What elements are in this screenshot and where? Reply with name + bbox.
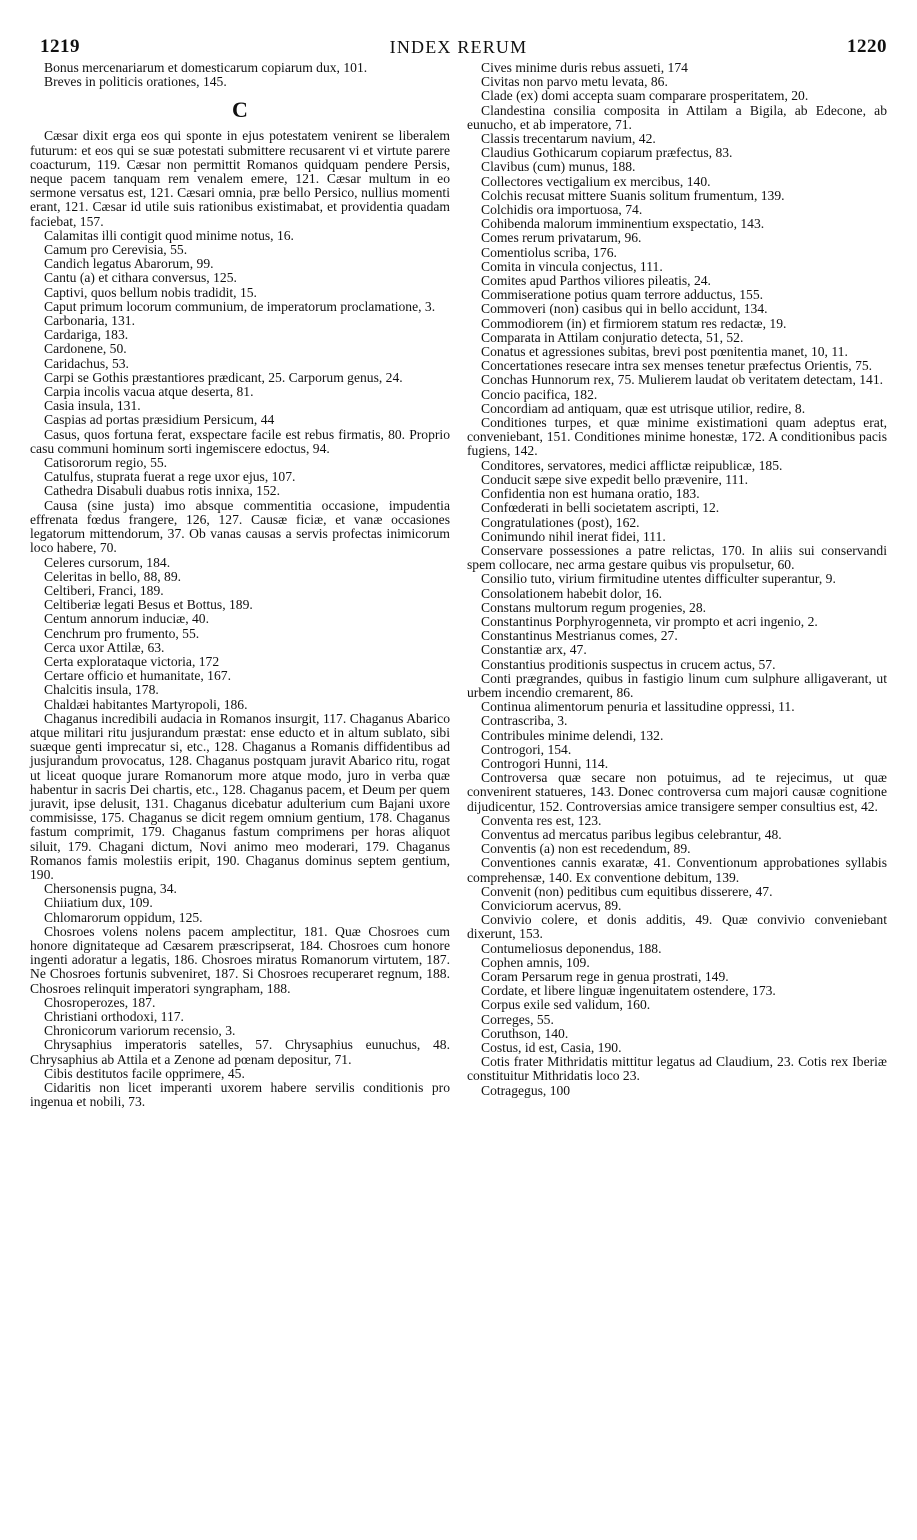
index-entry: Concio pacifica, 182. <box>481 386 598 402</box>
index-entry: Conducit sæpe sive expedit bello prævenire, 111. <box>481 471 749 487</box>
index-entry: Colchis recusat mittere Suanis solitum frumentum, 139. <box>481 187 785 203</box>
index-entry: Cardonene, 50. <box>44 341 127 357</box>
index-entry: Civitas non parvo metu levata, 86. <box>481 74 668 90</box>
index-entry: Conatus et agressiones subitas, brevi post pœnitentia manet, 10, 11. <box>481 344 848 360</box>
index-entry: Comites apud Parthos viliores pileatis, 24. <box>481 273 711 289</box>
index-entry: Consolationem habebit dolor, 16. <box>481 585 663 601</box>
index-entry: Chersonensis pugna, 34. <box>44 881 177 897</box>
index-entry: Constantinus Porphyrogenneta, vir prompto et acri ingenio, 2. <box>481 613 818 629</box>
index-entry: Calamitas illi contigit quod minime notus, 16. <box>44 227 294 243</box>
index-entry: Bonus mercenariarum et domesticarum copiarum dux, 101. <box>44 60 368 75</box>
index-entry: Cenchrum pro frumento, 55. <box>44 625 200 641</box>
index-entry: Carbonaria, 131. <box>44 313 135 329</box>
index-entry: Comparata in Attilam conjuratio detecta, 51, 52. <box>481 329 744 345</box>
index-entry: Cantu (a) et cithara conversus, 125. <box>44 270 237 286</box>
right-page-number: 1220 <box>847 36 887 57</box>
running-head-title: INDEX RERUM <box>389 37 528 57</box>
index-entry: Convivio colere, et donis additis, 49. Quæ convivio conveniebant dixerunt, 153. <box>467 912 887 942</box>
index-entry: Conchas Hunnorum rex, 75. Mulierem laudat ob veritatem detectam, 141. <box>481 372 884 388</box>
index-entry: Convenit (non) peditibus cum equitibus disserere, 47. <box>481 883 773 899</box>
index-entry: Constantius proditionis suspectus in crucem actus, 57. <box>481 656 776 672</box>
index-entry: Carpi se Gothis præstantiores prædicant, 25. Carporum genus, 24. <box>44 369 403 385</box>
index-entry: Conditores, servatores, medici afflictæ reipublicæ, 185. <box>481 457 783 473</box>
index-entry: Cohibenda malorum imminentium exspectatio, 143. <box>481 216 765 232</box>
index-entry: Clavibus (cum) munus, 188. <box>481 159 636 175</box>
index-entry: Catulfus, stuprata fuerat a rege uxor ejus, 107. <box>44 469 296 485</box>
index-entry: Cotragegus, 100 <box>481 1082 571 1098</box>
index-entry: Chalcitis insula, 178. <box>44 682 159 698</box>
index-entry: Costus, id est, Casia, 190. <box>481 1040 622 1056</box>
index-entry: Catisororum regio, 55. <box>44 455 168 471</box>
index-entry: Conventa res est, 123. <box>481 812 602 828</box>
index-entry: Coruthson, 140. <box>481 1025 569 1041</box>
index-entry: Candich legatus Abarorum, 99. <box>44 256 214 272</box>
index-entry: Christiani orthodoxi, 117. <box>44 1009 184 1024</box>
section-letter: C <box>232 97 248 123</box>
index-entry: Celeritas in bello, 88, 89. <box>44 568 182 584</box>
index-entry: Conditiones turpes, et quæ minime existimationi quam adeptus erat, conveniebant, 151. Conditiones minime honestæ, 172. A conditionibus pacis fugiens, 142. <box>467 415 887 459</box>
index-entry: Congratulationes (post), 162. <box>481 514 640 530</box>
index-entry: Cophen amnis, 109. <box>481 954 590 970</box>
index-entry: Cibis destitutos facile opprimere, 45. <box>44 1065 245 1081</box>
index-entry: Confœderati in belli societatem ascripti, 12. <box>481 500 720 516</box>
index-entry: Conventiones cannis exaratæ, 41. Conventionum approbationes syllabis comprehensæ, 140. Ex conventione debitum, 139. <box>467 855 887 885</box>
index-entry: Conviciorum acervus, 89. <box>481 897 622 913</box>
index-entry: Controversa quæ secare non potuimus, ad te rejecimus, ut quæ convenirent statueres, 143. Donec controversa cum majori causæ cognitione dijudicentur, 152. Controversias amice transigere semper consultius est, 42. <box>467 770 887 814</box>
right-entry-list <box>467 61 887 1098</box>
index-entry: Cives minime duris rebus assueti, 174 <box>481 60 688 75</box>
index-entry: Casus, quos fortuna ferat, exspectare facile est rebus firmatis, 80. Proprio casu communi hominum sorti ingemiscere edoctus, 94. <box>30 426 450 456</box>
index-entry: Certa explorataque victoria, 172 <box>44 653 220 669</box>
index-entry: Chaldæi habitantes Martyropoli, 186. <box>44 696 248 712</box>
index-entry: Claudius Gothicarum copiarum præfectus, 83. <box>481 145 733 161</box>
index-entry: Classis trecentarum navium, 42. <box>481 131 656 147</box>
index-entry: Casia insula, 131. <box>44 398 141 414</box>
index-entry: Chosroes volens nolens pacem amplectitur, 181. Quæ Chosroes cum honore dignitateque ad Cæsarem præscripserat, 184. Chosroes cum honore ingenti adoratur a legatis, 186. Chosroes miratus Romanorum virtutem, 187. Ne Chosroes fortunis subveniret, 187. Si Chosroes recuperaret regnum, 188. Chosroes relinquit imperatori syngrapham, 188. <box>30 923 450 996</box>
index-entry: Correges, 55. <box>481 1011 554 1027</box>
index-entry: Cardariga, 183. <box>44 327 129 343</box>
index-entry: Confidentia non est humana oratio, 183. <box>481 486 700 502</box>
index-entry: Certare officio et humanitate, 167. <box>44 668 231 684</box>
index-entry: Corpus exile sed validum, 160. <box>481 997 651 1013</box>
index-entry: Continua alimentorum penuria et lassitudine oppressi, 11. <box>481 699 795 715</box>
index-entry: Carpia incolis vacua atque deserta, 81. <box>44 384 254 400</box>
index-entry: Cidaritis non licet imperanti uxorem habere servilis conditionis pro ingenua et nobili, 73. <box>30 1080 450 1110</box>
index-entry: Conventus ad mercatus paribus legibus celebrantur, 48. <box>481 826 782 842</box>
index-entry: Conventis (a) non est recedendum, 89. <box>481 841 691 857</box>
index-entry: Celeres cursorum, 184. <box>44 554 171 570</box>
index-entry: Comentiolus scriba, 176. <box>481 244 617 260</box>
index-entry: Contumeliosus deponendus, 188. <box>481 940 662 956</box>
index-entry: Chiiatium dux, 109. <box>44 895 153 911</box>
index-entry: Commoveri (non) casibus qui in bello accidunt, 134. <box>481 301 768 317</box>
index-entry: Chlomarorum oppidum, 125. <box>44 909 203 925</box>
index-entry: Commiseratione potius quam terrore adductus, 155. <box>481 287 764 303</box>
index-entry: Chronicorum variorum recensio, 3. <box>44 1023 236 1039</box>
index-entry: Captivi, quos bellum nobis tradidit, 15. <box>44 284 257 300</box>
index-entry: Clandestina consilia composita in Attilam a Bigila, ab Edecone, ab eunucho, et ab imperatore, 71. <box>467 102 887 132</box>
index-entry: Chaganus incredibili audacia in Romanos insurgit, 117. Chaganus Abarico atque militari ritu jusjurandum præstat: ense educto et in altum sublato, sibi suæque genti imprecatur si, etc., 128. Chaganus a Romanis diffidentibus ad jusjurandum provocatus, 128. Chaganus postquam juravit Abarico ritu, rogat ut liceat quoque jurare Romanorum more atque modo, juro in verba quæ habentur in sacris Dei chartis, etc., 128. Chaganus pacem, et Deum per quem juravit, ipse delusit, 131. Chaganus dicebatur adulterium cum Bajani uxore commisisse, 175. Chaganus se dicit regem omnium gentium, 178. Chaganus fastum comprimit, 179. Chaganus fastum comprimens per horas aliquot siluit, 179. Chagani dictum, Novi animo meo moderari, 179. Chaganus Romanos famis molestiis eripit, 190. Chaganus dominus septem gentium, 190. <box>30 710 450 882</box>
index-entry: Chosroperozes, 187. <box>44 994 156 1010</box>
index-entry: Causa (sine justa) imo absque commentitia occasione, impudentia effrenata fœdus frangere, 126, 127. Causæ ficiæ, et vanæ occasiones legatorum mittendorum, 37. Ob vanas causas a servis profectas inimicorum loco habere, 70. <box>30 497 450 556</box>
index-entry: Conservare possessiones a patre relictas, 170. In aliis sui conservandi spem collocare, nec arma gestare quibus vis propulsetur, 60. <box>467 542 887 573</box>
index-entry: Celtiberi, Franci, 189. <box>44 582 164 598</box>
right-column <box>467 61 887 1098</box>
left-column <box>30 61 450 1109</box>
index-entry: Concordiam ad antiquam, quæ est utrisque utilior, redire, 8. <box>481 400 806 416</box>
index-entry: Contrascriba, 3. <box>481 713 568 729</box>
index-entry: Comita in vincula conjectus, 111. <box>481 258 663 274</box>
index-entry: Conimundo nihil inerat fidei, 111. <box>481 528 666 544</box>
index-entry: Camum pro Cerevisia, 55. <box>44 242 188 258</box>
index-entry: Cerca uxor Attilæ, 63. <box>44 639 165 655</box>
index-entry: Celtiberiæ legati Besus et Bottus, 189. <box>44 597 253 613</box>
index-entry: Constans multorum regum progenies, 28. <box>481 599 707 615</box>
index-entry: Caspias ad portas præsidium Persicum, 44 <box>44 412 275 428</box>
index-entry: Cotis frater Mithridatis mittitur legatus ad Claudium, 23. Cotis rex Iberiæ constituitur Mithridatis loco 23. <box>467 1054 887 1084</box>
index-entry: Chrysaphius imperatoris satelles, 57. Chrysaphius eunuchus, 48. Chrysaphius ab Attila et a Zenone ad pœnam depositur, 71. <box>30 1037 450 1067</box>
index-entry: Controgori Hunni, 114. <box>481 755 609 771</box>
index-entry: Commodiorem (in) et firmiorem statum res redactæ, 19. <box>481 315 787 331</box>
left-entry-list <box>30 129 450 1109</box>
index-entry: Coram Persarum rege in genua prostrati, 149. <box>481 969 729 984</box>
index-entry: Caput primum locorum communium, de imperatorum proclamatione, 3. <box>44 298 436 314</box>
left-page-number: 1219 <box>40 36 80 57</box>
index-entry: Constantinus Mestrianus comes, 27. <box>481 628 678 644</box>
index-entry: Caridachus, 53. <box>44 355 129 371</box>
index-entry: Conti prægrandes, quibus in fastigio linum cum sulphure alligaverant, ut urbem incendio cremarent, 86. <box>467 670 887 700</box>
index-entry: Cordate, et libere linguæ ingenuitatem ostendere, 173. <box>481 983 776 999</box>
index-entry: Consilio tuto, virium firmitudine utentes difficulter superantur, 9. <box>481 571 836 587</box>
index-entry: Centum annorum induciæ, 40. <box>44 611 209 627</box>
index-entry: Controgori, 154. <box>481 741 572 757</box>
index-entry: Clade (ex) domi accepta suam comparare prosperitatem, 20. <box>481 88 809 104</box>
index-entry: Constantiæ arx, 47. <box>481 642 587 658</box>
index-entry: Concertationes resecare intra sex menses tenetur præfectus Orientis, 75. <box>481 358 873 374</box>
index-entry: Collectores vectigalium ex mercibus, 140. <box>481 173 711 189</box>
index-entry: Comes rerum privatarum, 96. <box>481 230 642 246</box>
index-entry: Contribules minime delendi, 132. <box>481 727 664 743</box>
index-entry: Cæsar dixit erga eos qui sponte in ejus potestatem venirent se liberalem futurum: et eos qui se suæ potestati submittere recusarent vi et virtute parere coacturum, 119. Cæsar non permittit Romanos quidquam pendere Persis, neque pacem tanquam rem venalem emere, 121. Cæsar multum in eo sermone versatus est, 121. Cæsari omnia, præ bello Persico, nullius momenti erant, 121. Cæsar id utile suis rationibus existimabat, et providentia quadam faciebat, 157. <box>30 128 450 229</box>
index-entry: Breves in politicis orationes, 145. <box>44 74 227 90</box>
index-entry: Cathedra Disabuli duabus rotis innixa, 152. <box>44 483 280 499</box>
index-entry: Colchidis ora importuosa, 74. <box>481 202 643 218</box>
